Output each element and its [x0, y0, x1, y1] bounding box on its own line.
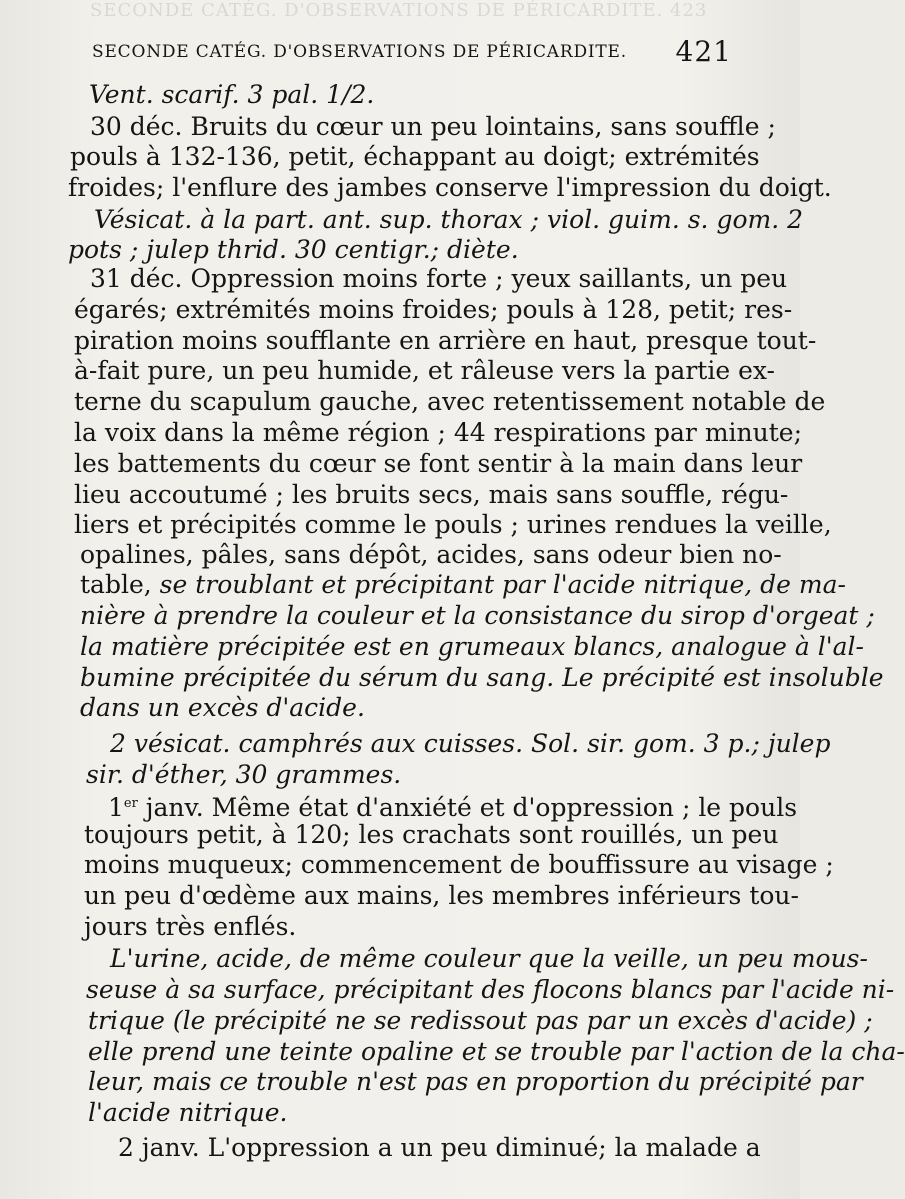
- text-line: 2 vésicat. camphrés aux cuisses. Sol. sir. gom. 3 p.; julep: [110, 729, 831, 758]
- text-line: Vent. scarif. 3 pal. 1/2.: [89, 80, 375, 109]
- text-line: liers et précipités comme le pouls ; urines rendues la veille,: [74, 510, 832, 539]
- text-line: moins muqueux; commencement de bouffissure au visage ;: [84, 850, 834, 879]
- text-line: leur, mais ce trouble n'est pas en proportion du précipité par: [88, 1067, 863, 1096]
- text-line: 30 déc. Bruits du cœur un peu lointains, sans souffle ;: [90, 112, 776, 141]
- text-line: bumine précipitée du sérum du sang. Le précipité est insoluble: [80, 663, 884, 692]
- line-roman: table,: [80, 570, 160, 599]
- text-line: [108, 789, 797, 823]
- text-line: 2 janv. L'oppression a un peu diminué; la malade a: [118, 1133, 761, 1162]
- text-line: les battements du cœur se font sentir à la main dans leur: [74, 449, 803, 478]
- superscript: er: [123, 796, 138, 811]
- text-line: terne du scapulum gauche, avec retentissement notable de: [74, 387, 826, 416]
- text-line: l'acide nitrique.: [88, 1098, 288, 1127]
- page-number: 421: [675, 35, 732, 68]
- line-roman: 1: [108, 793, 124, 822]
- text-line: à-fait pure, un peu humide, et râleuse vers la partie ex-: [74, 356, 775, 385]
- text-line: pouls à 132-136, petit, échappant au doigt; extrémités: [70, 142, 760, 171]
- text-line: pots ; julep thrid. 30 centigr.; diète.: [68, 235, 519, 264]
- text-line: 31 déc. Oppression moins forte ; yeux saillants, un peu: [90, 264, 788, 293]
- text-line: la voix dans la même région ; 44 respirations par minute;: [74, 418, 802, 447]
- text-line: L'urine, acide, de même couleur que la veille, un peu mous-: [110, 944, 868, 973]
- text-line: sir. d'éther, 30 grammes.: [86, 760, 402, 789]
- show-through-text: SECONDE CATÉG. D'OBSERVATIONS DE PÉRICARDITE. 423: [90, 0, 708, 21]
- text-line: toujours petit, à 120; les crachats sont rouillés, un peu: [84, 820, 779, 849]
- text-line: opalines, pâles, sans dépôt, acides, sans odeur bien no-: [80, 540, 782, 569]
- text-line: égarés; extrémités moins froides; pouls à 128, petit; res-: [74, 295, 793, 324]
- text-line: dans un excès d'acide.: [80, 693, 365, 722]
- text-line: [80, 570, 846, 600]
- line-roman: janv. Même état d'anxiété et d'oppression ; le pouls: [137, 793, 798, 822]
- text-line: froides; l'enflure des jambes conserve l'impression du doigt.: [68, 173, 832, 202]
- text-line: un peu d'œdème aux mains, les membres inférieurs tou-: [84, 881, 799, 910]
- text-line: seuse à sa surface, précipitant des flocons blancs par l'acide ni-: [86, 975, 895, 1004]
- text-line: la matière précipitée est en grumeaux blancs, analogue à l'al-: [80, 632, 864, 661]
- line-italic: se troublant et précipitant par l'acide nitrique, de ma-: [159, 570, 846, 599]
- running-head: SECONDE CATÉG. D'OBSERVATIONS DE PÉRICARDITE.: [92, 42, 627, 62]
- text-line: elle prend une teinte opaline et se trouble par l'action de la cha-: [88, 1037, 905, 1066]
- text-line: nière à prendre la couleur et la consistance du sirop d'orgeat ;: [80, 601, 875, 630]
- text-line: lieu accoutumé ; les bruits secs, mais sans souffle, régu-: [74, 480, 789, 509]
- text-line: trique (le précipité ne se redissout pas par un excès d'acide) ;: [88, 1006, 873, 1035]
- page-header: [92, 35, 742, 70]
- text-line: Vésicat. à la part. ant. sup. thorax ; viol. guim. s. gom. 2: [94, 205, 804, 234]
- text-line: jours très enflés.: [84, 912, 297, 941]
- text-line: piration moins soufflante en arrière en haut, presque tout-: [74, 326, 817, 355]
